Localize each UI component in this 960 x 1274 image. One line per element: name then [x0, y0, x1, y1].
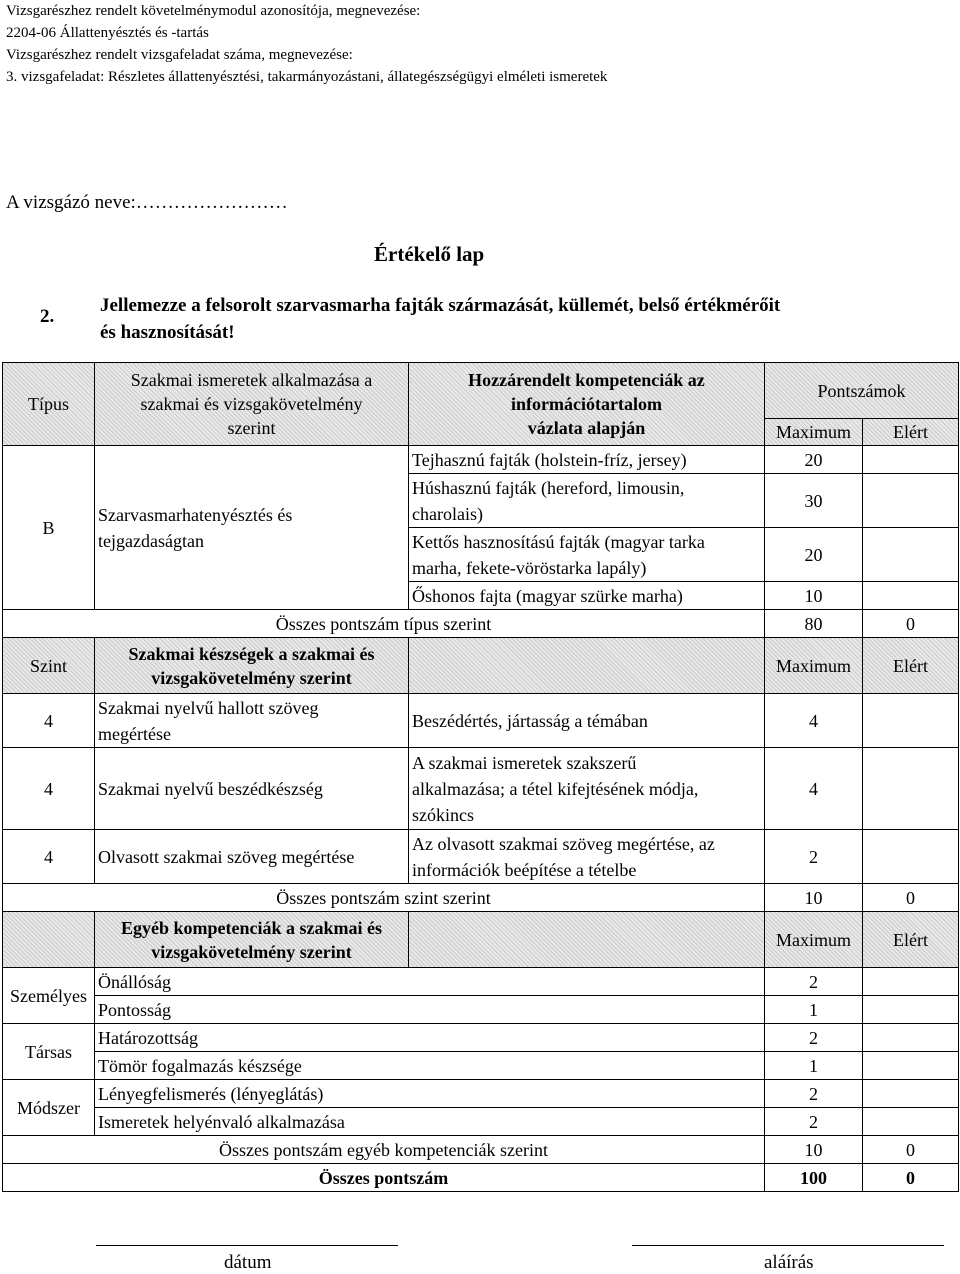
- table-row: [3, 446, 959, 474]
- header-keszsegek-line1: Szakmai készségek a szakmai és: [128, 643, 375, 664]
- max-cell: 2: [765, 830, 863, 884]
- header-hozza-line2: információtartalom: [511, 394, 662, 414]
- date-label: dátum: [224, 1252, 272, 1273]
- szakmai-value-line1: Szarvasmarhatenyésztés és: [98, 504, 293, 525]
- elert-cell[interactable]: [863, 1108, 959, 1136]
- other-header-row: [3, 912, 959, 968]
- evaluation-table: [2, 362, 959, 1192]
- level-cell: 4: [3, 748, 95, 830]
- table-row: [3, 1080, 959, 1108]
- competency-cell: [409, 748, 765, 830]
- skill-cell: Szakmai nyelvű beszédkészség: [95, 748, 409, 830]
- sum-tipus-label: Összes pontszám típus szerint: [3, 610, 765, 638]
- competency-cell: [409, 474, 765, 528]
- table-row: [3, 968, 959, 996]
- header-pontszamok: Pontszámok: [765, 363, 959, 419]
- elert-cell[interactable]: [863, 748, 959, 830]
- max-cell: 2: [765, 968, 863, 996]
- competency-cell: Beszédértés, jártasság a témában: [409, 694, 765, 748]
- header-hozza-line1: Hozzárendelt kompetenciák az: [468, 370, 705, 390]
- elert-cell[interactable]: [863, 1024, 959, 1052]
- table-row: [3, 830, 959, 884]
- sum-egyeb-label: Összes pontszám egyéb kompetenciák szerint: [3, 1136, 765, 1164]
- table-header-row: [3, 363, 959, 419]
- max-cell: 20: [765, 528, 863, 582]
- header-szakmai-line3: szerint: [227, 418, 276, 438]
- sum-row-tipus: [3, 610, 959, 638]
- table-row: [3, 1024, 959, 1052]
- sum-szint-max: 10: [765, 884, 863, 912]
- skill-cell: [95, 694, 409, 748]
- max-cell: 2: [765, 1024, 863, 1052]
- competency-cell: [409, 830, 765, 884]
- group-cell: Személyes: [3, 968, 95, 1024]
- header-szint: Szint: [3, 638, 95, 694]
- max-cell: 4: [765, 694, 863, 748]
- max-cell: 20: [765, 446, 863, 474]
- sum-szint-elert: 0: [863, 884, 959, 912]
- header-tipus: Típus: [3, 363, 95, 446]
- task-number: 2.: [40, 306, 55, 327]
- competency-line2: információk beépítése a tételbe: [412, 859, 637, 880]
- elert-cell[interactable]: [863, 446, 959, 474]
- header-keszsegek-line2: vizsgakövetelmény szerint: [151, 667, 352, 688]
- sum-row-egyeb: [3, 1136, 959, 1164]
- header-task-name: 3. vizsgafeladat: Részletes állattenyésztési, takarmányozástani, állategészségügyi elméleti ismeretek: [6, 69, 608, 85]
- signature-label: aláírás: [764, 1252, 814, 1273]
- max-cell: 2: [765, 1108, 863, 1136]
- competency-line2: charolais): [412, 503, 483, 524]
- header-blank: [409, 638, 765, 694]
- item-cell: Határozottság: [95, 1024, 765, 1052]
- max-cell: 4: [765, 748, 863, 830]
- sum-tipus-elert: 0: [863, 610, 959, 638]
- skill-line1: Szakmai nyelvű hallott szöveg: [98, 697, 319, 718]
- max-cell: 10: [765, 582, 863, 610]
- tipus-value: B: [3, 446, 95, 610]
- sum-tipus-max: 80: [765, 610, 863, 638]
- total-label: Összes pontszám: [3, 1164, 765, 1192]
- sum-row-szint: [3, 884, 959, 912]
- elert-cell[interactable]: [863, 830, 959, 884]
- header-blank-mid: [409, 912, 765, 968]
- header-szakmai-line1: Szakmai ismeretek alkalmazása a: [130, 370, 373, 390]
- signature-line: [632, 1245, 944, 1246]
- group-cell: Módszer: [3, 1080, 95, 1136]
- competency-cell: Őshonos fajta (magyar szürke marha): [409, 582, 765, 610]
- date-signature-line: [96, 1245, 398, 1246]
- skill-cell: Olvasott szakmai szöveg megértése: [95, 830, 409, 884]
- max-cell: 1: [765, 996, 863, 1024]
- competency-cell: Tejhasznú fajták (holstein-fríz, jersey): [409, 446, 765, 474]
- header-egyeb: [95, 912, 409, 968]
- competency-cell: [409, 528, 765, 582]
- competency-line1: A szakmai ismeretek szakszerű: [412, 752, 637, 773]
- max-cell: 1: [765, 1052, 863, 1080]
- task-line-1: Jellemezze a felsorolt szarvasmarha fajták származását, küllemét, belső értékmérőit: [100, 295, 781, 316]
- competency-line2: alkalmazása; a tétel kifejtésének módja,: [412, 778, 699, 799]
- max-cell: 2: [765, 1080, 863, 1108]
- header-elert: Elért: [863, 419, 959, 446]
- header-module-name: 2204-06 Állattenyésztés és -tartás: [6, 25, 209, 41]
- header-maximum-2: Maximum: [765, 638, 863, 694]
- table-row: [3, 1052, 959, 1080]
- header-maximum: Maximum: [765, 419, 863, 446]
- elert-cell[interactable]: [863, 582, 959, 610]
- header-elert-3: Elért: [863, 912, 959, 968]
- sum-egyeb-elert: 0: [863, 1136, 959, 1164]
- max-cell: 30: [765, 474, 863, 528]
- header-szakmai-line2: szakmai és vizsgakövetelmény: [140, 394, 363, 414]
- elert-cell[interactable]: [863, 968, 959, 996]
- competency-line2: marha, fekete-vöröstarka lapály): [412, 557, 647, 578]
- header-elert-2: Elért: [863, 638, 959, 694]
- item-cell: Pontosság: [95, 996, 765, 1024]
- elert-cell[interactable]: [863, 474, 959, 528]
- skill-line2: megértése: [98, 723, 171, 744]
- competency-line1: Az olvasott szakmai szöveg megértése, az: [412, 833, 715, 854]
- task-line-2: és hasznosítását!: [100, 322, 235, 343]
- page-title: Értékelő lap: [374, 242, 485, 266]
- competency-line1: Húshasznú fajták (hereford, limousin,: [412, 477, 685, 498]
- header-szakmai: [95, 363, 409, 446]
- total-elert: 0: [863, 1164, 959, 1192]
- level-cell: 4: [3, 830, 95, 884]
- header-maximum-3: Maximum: [765, 912, 863, 968]
- skills-header-row: [3, 638, 959, 694]
- header-egyeb-line2: vizsgakövetelmény szerint: [151, 941, 352, 962]
- task-description: [100, 292, 780, 346]
- level-cell: 4: [3, 694, 95, 748]
- header-hozza-line3: vázlata alapján: [527, 418, 646, 438]
- header-task-label: Vizsgarészhez rendelt vizsgafeladat száma, megnevezése:: [6, 47, 353, 63]
- total-max: 100: [765, 1164, 863, 1192]
- header-module-label: Vizsgarészhez rendelt követelménymodul azonosítója, megnevezése:: [6, 3, 421, 19]
- candidate-name-field: A vizsgázó neve:……………………: [6, 192, 288, 213]
- elert-cell[interactable]: [863, 694, 959, 748]
- competency-line3: szókincs: [412, 804, 474, 825]
- item-cell: Tömör fogalmazás készsége: [95, 1052, 765, 1080]
- competency-line1: Kettős hasznosítású fajták (magyar tarka: [412, 531, 705, 552]
- elert-cell[interactable]: [863, 1080, 959, 1108]
- sum-szint-label: Összes pontszám szint szerint: [3, 884, 765, 912]
- item-cell: Lényegfelismerés (lényeglátás): [95, 1080, 765, 1108]
- elert-cell[interactable]: [863, 996, 959, 1024]
- group-cell: Társas: [3, 1024, 95, 1080]
- item-cell: Ismeretek helyénvaló alkalmazása: [95, 1108, 765, 1136]
- header-keszsegek: [95, 638, 409, 694]
- header-blank-left: [3, 912, 95, 968]
- sum-egyeb-max: 10: [765, 1136, 863, 1164]
- elert-cell[interactable]: [863, 1052, 959, 1080]
- table-row: [3, 1108, 959, 1136]
- table-row: [3, 694, 959, 748]
- table-row: [3, 996, 959, 1024]
- szakmai-value: [95, 446, 409, 610]
- header-egyeb-line1: Egyéb kompetenciák a szakmai és: [121, 917, 382, 938]
- document-header: [6, 0, 607, 88]
- total-row: [3, 1164, 959, 1192]
- szakmai-value-line2: tejgazdaságtan: [98, 530, 204, 551]
- elert-cell[interactable]: [863, 528, 959, 582]
- header-hozzarendelt: [409, 363, 765, 446]
- table-row: [3, 748, 959, 830]
- item-cell: Önállóság: [95, 968, 765, 996]
